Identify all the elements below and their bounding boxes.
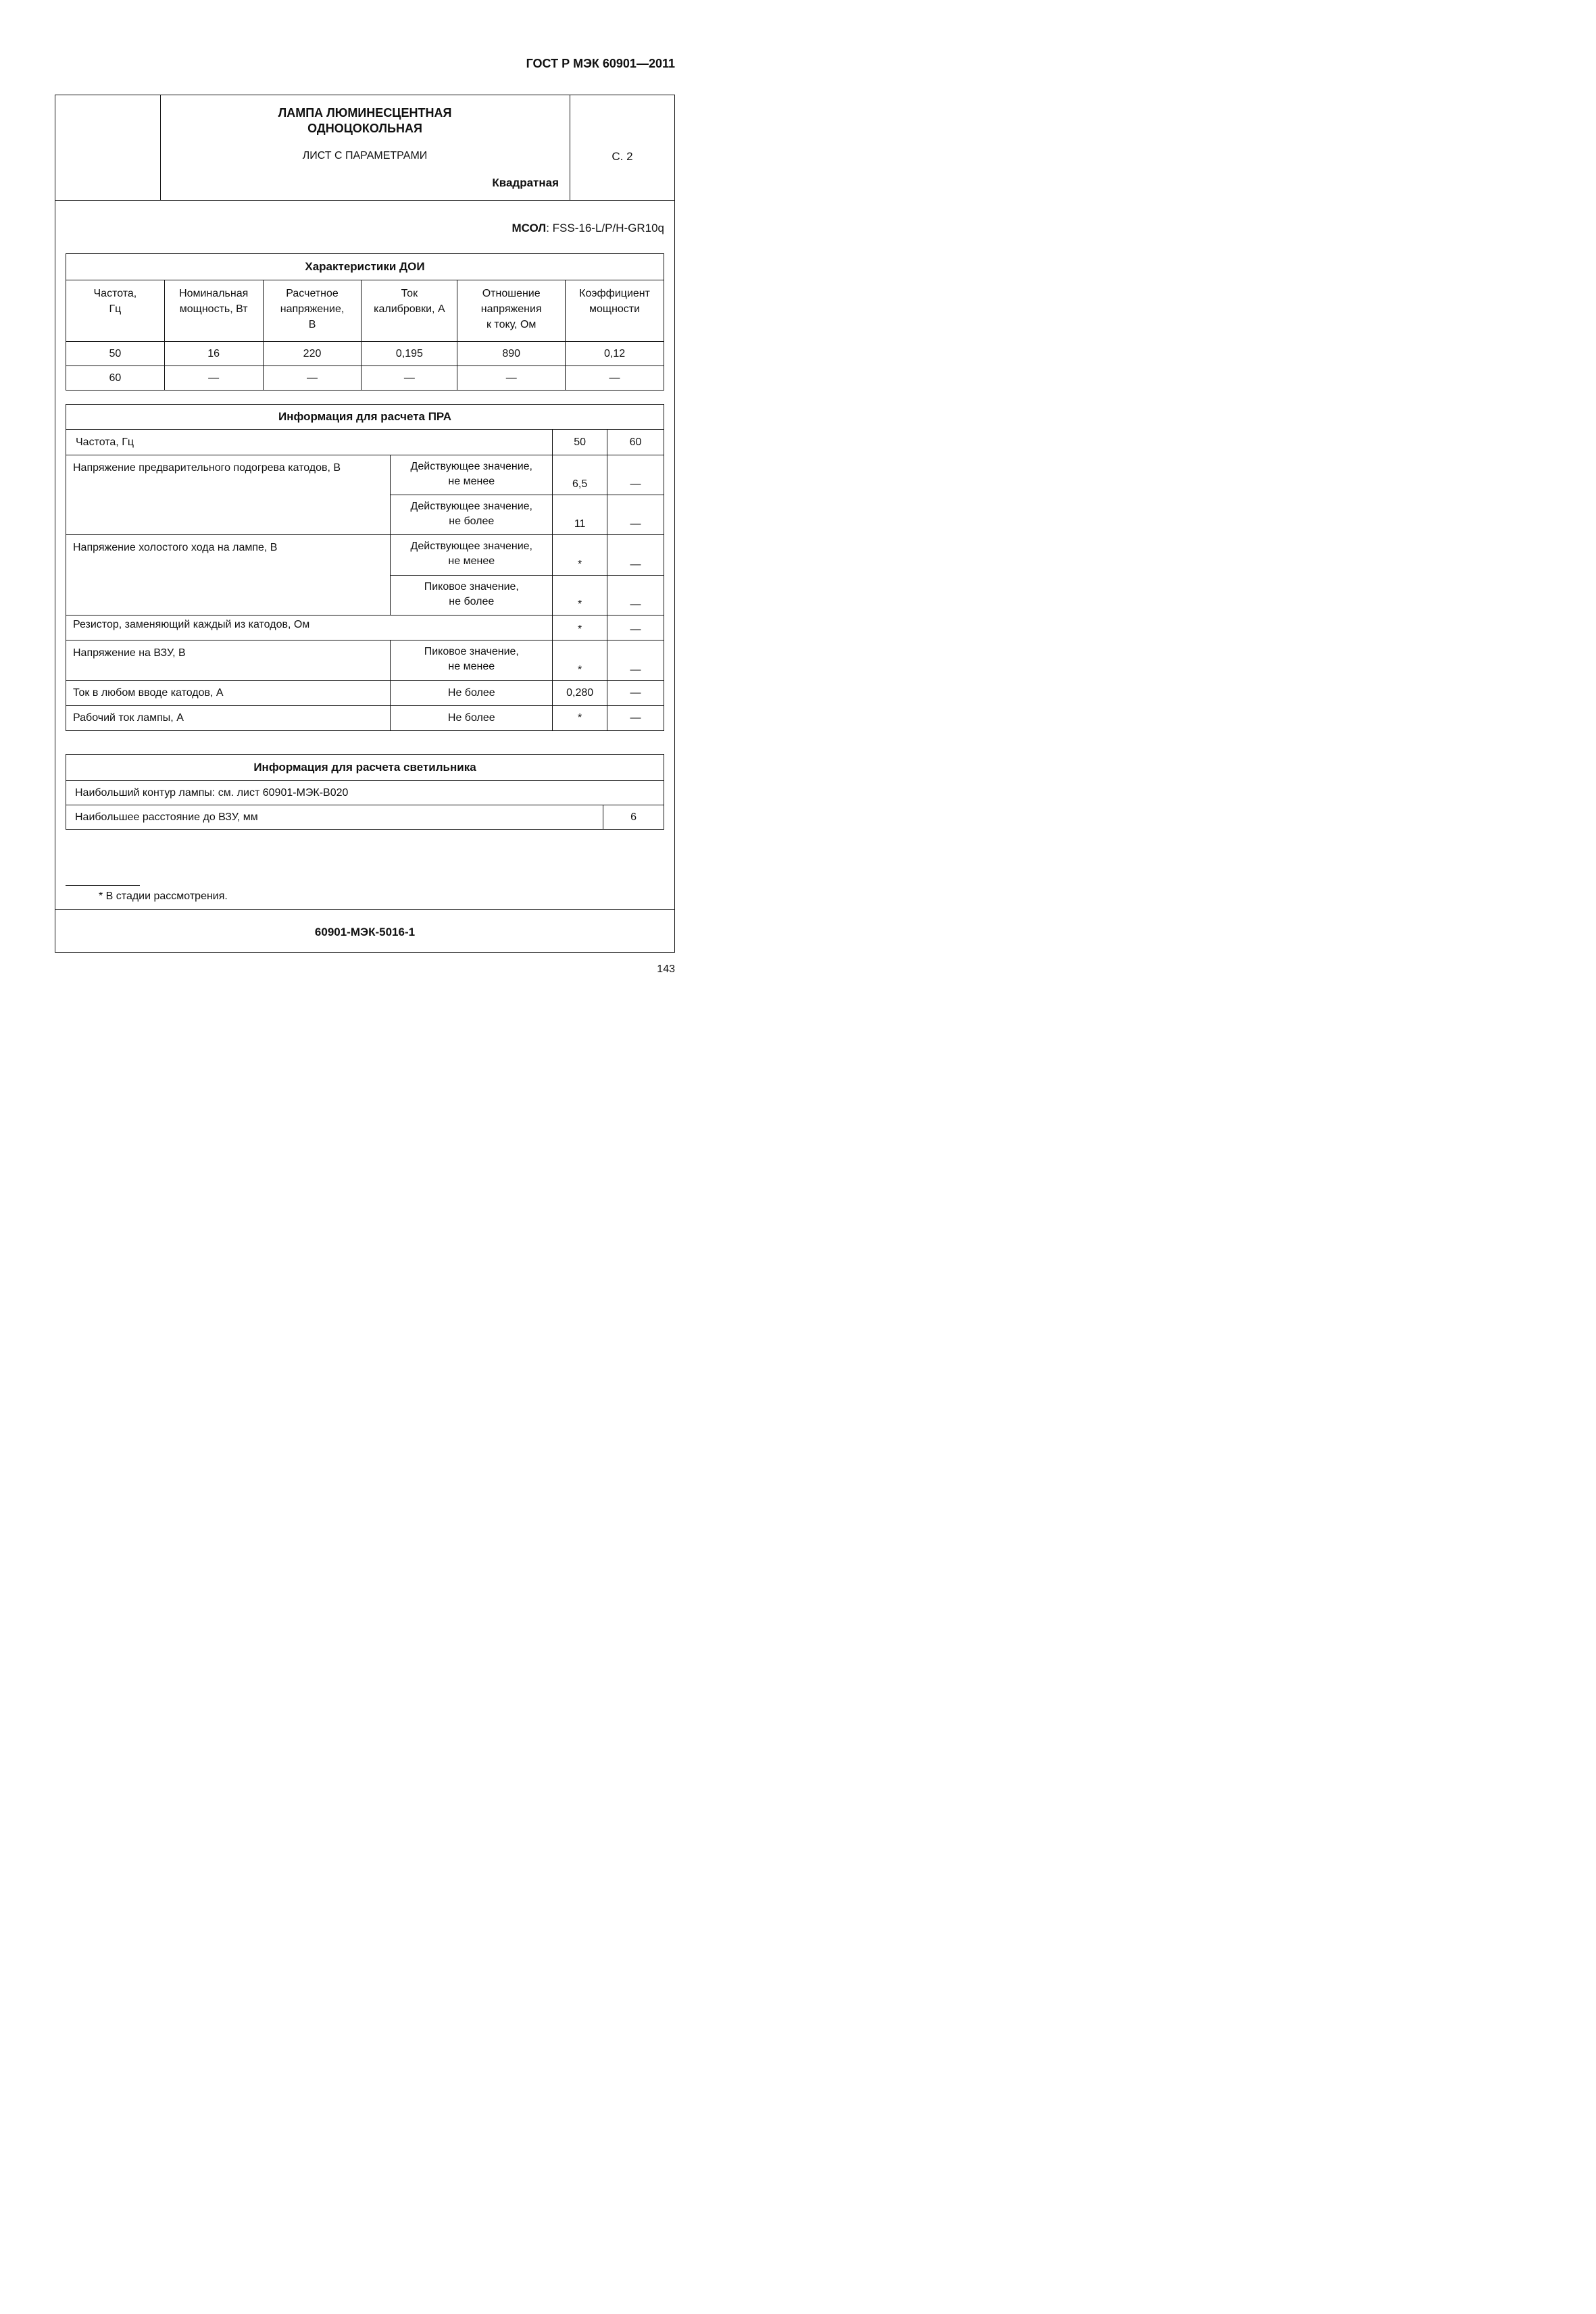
- resistor-label: Резистор, заменяющий каждый из катодов, Ом: [66, 615, 553, 640]
- characteristics-title: Характеристики ДОИ: [66, 254, 664, 280]
- table-row: [66, 681, 664, 706]
- table-cell: —: [607, 615, 664, 640]
- ocv-label: Напряжение холостого хода на лампе, В: [66, 535, 391, 615]
- table-cell: —: [607, 640, 664, 681]
- lead-current-label: Ток в любом вводе катодов, А: [66, 681, 391, 706]
- table-row: [66, 455, 664, 495]
- lamp-contour-ref: Наибольший контур лампы: см. лист 60901-МЭК-В020: [66, 781, 664, 805]
- condition-cell: Действующее значение, не менее: [391, 455, 553, 495]
- lamp-title: [160, 105, 570, 136]
- preheat-label: Напряжение предварительного подогрева катодов, В: [66, 455, 391, 535]
- table-cell: 60: [66, 366, 165, 391]
- frequency-label: Частота, Гц: [66, 430, 553, 455]
- table-row: [66, 706, 664, 731]
- table-cell: 16: [164, 342, 263, 366]
- col-powerfactor-header: Коэффициент мощности: [566, 280, 664, 342]
- table-cell: —: [607, 681, 664, 706]
- condition-cell: Не более: [391, 706, 553, 731]
- table-cell: —: [607, 535, 664, 576]
- luminaire-title: Информация для расчета светильника: [66, 755, 664, 781]
- col-voltage-header: Расчетное напряжение, В: [263, 280, 361, 342]
- designation-value: : FSS-16-L/P/H-GR10q: [546, 222, 664, 234]
- operating-current-label: Рабочий ток лампы, А: [66, 706, 391, 731]
- table-cell: —: [164, 366, 263, 391]
- header-bottom-rule: [55, 200, 674, 201]
- col-ratio-header: Отношение напряжения к току, Ом: [457, 280, 566, 342]
- table-row: [66, 430, 664, 455]
- lamp-title-line1: ЛАМПА ЛЮМИНЕСЦЕНТНАЯ: [278, 106, 452, 120]
- table-cell: —: [607, 455, 664, 495]
- table-cell: 11: [553, 495, 607, 535]
- lamp-designation: [512, 222, 664, 235]
- table-row: [66, 640, 664, 681]
- table-cell: —: [607, 706, 664, 731]
- lamp-shape: Квадратная: [492, 176, 559, 189]
- table-cell: —: [361, 366, 457, 391]
- footnote: * В стадии рассмотрения.: [99, 890, 228, 902]
- table-row: [66, 366, 664, 391]
- col-power-header: Номинальная мощность, Вт: [164, 280, 263, 342]
- table-cell: 890: [457, 342, 566, 366]
- table-cell: —: [263, 366, 361, 391]
- sheet-page-ref: С. 2: [612, 150, 633, 163]
- ignition-label: Напряжение на ВЗУ, В: [66, 640, 391, 681]
- designation-label: МСОЛ: [512, 222, 547, 234]
- table-row: [66, 805, 664, 830]
- table-cell: —: [607, 495, 664, 535]
- condition-cell: Пиковое значение, не менее: [391, 640, 553, 681]
- col-current-header: Ток калибровки, А: [361, 280, 457, 342]
- lamp-title-line2: ОДНОЦОКОЛЬНАЯ: [307, 122, 422, 135]
- table-row: [66, 781, 664, 805]
- ballast-title: Информация для расчета ПРА: [66, 405, 664, 430]
- standard-number: ГОСТ Р МЭК 60901—2011: [526, 57, 675, 70]
- table-cell: —: [607, 576, 664, 615]
- table-cell: 0,12: [566, 342, 664, 366]
- table-cell: *: [553, 615, 607, 640]
- freq-60-header: 60: [607, 430, 664, 455]
- condition-cell: Действующее значение, не менее: [391, 535, 553, 576]
- characteristics-table: [66, 253, 664, 391]
- page-number: 143: [657, 963, 675, 975]
- sheet-subtitle: ЛИСТ С ПАРАМЕТРАМИ: [302, 150, 428, 161]
- table-cell: 220: [263, 342, 361, 366]
- table-cell: *: [553, 576, 607, 615]
- table-row: [66, 535, 664, 576]
- table-cell: 50: [66, 342, 165, 366]
- table-cell: 0,280: [553, 681, 607, 706]
- table-cell: 0,195: [361, 342, 457, 366]
- table-cell: —: [457, 366, 566, 391]
- characteristics-header-row: [66, 280, 664, 342]
- table-row: [66, 342, 664, 366]
- distance-label: Наибольшее расстояние до ВЗУ, мм: [66, 805, 603, 830]
- table-cell: *: [553, 706, 607, 731]
- condition-cell: Пиковое значение, не более: [391, 576, 553, 615]
- table-row: [66, 615, 664, 640]
- table-cell: *: [553, 535, 607, 576]
- col-frequency-header: Частота, Гц: [66, 280, 165, 342]
- distance-value: 6: [603, 805, 664, 830]
- table-cell: —: [566, 366, 664, 391]
- condition-cell: Действующее значение, не более: [391, 495, 553, 535]
- ballast-table: [66, 404, 664, 731]
- condition-cell: Не более: [391, 681, 553, 706]
- footer-top-rule: [55, 909, 674, 910]
- table-cell: *: [553, 640, 607, 681]
- sheet-code: 60901-МЭК-5016-1: [314, 926, 416, 938]
- luminaire-table: [66, 754, 664, 830]
- table-cell: 6,5: [553, 455, 607, 495]
- footnote-rule: [66, 885, 140, 886]
- freq-50-header: 50: [553, 430, 607, 455]
